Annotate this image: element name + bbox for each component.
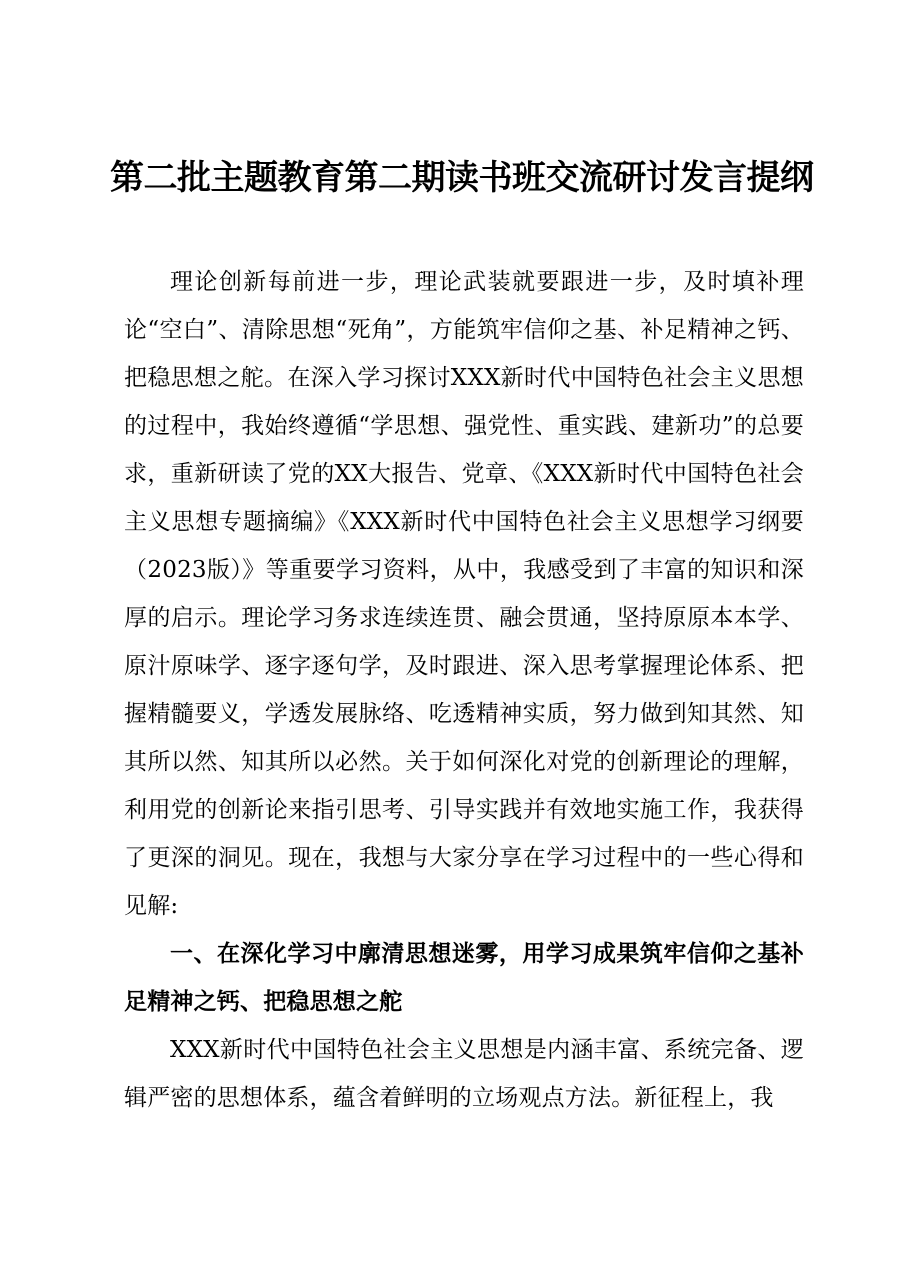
document-body [124, 258, 804, 1122]
document-title: 第二批主题教育第二期读书班交流研讨发言提纲 [110, 158, 814, 198]
section-heading-1: 一、在深化学习中廓清思想迷雾，用学习成果筑牢信仰之基补足精神之钙、把稳思想之舵 [124, 941, 804, 1015]
paragraph-section-1: XXX新时代中国特色社会主义思想是内涵丰富、系统完备、逻辑严密的思想体系，蕴含着鲜明的立场观点方法。新征程上，我 [124, 1037, 804, 1111]
paragraph-intro: 理论创新每前进一步，理论武装就要跟进一步，及时填补理论“空白”、清除思想“死角”，方能筑牢信仰之基、补足精神之钙、把稳思想之舵。在深入学习探讨XXX新时代中国特色社会主义思想的过程中，我始终遵循“学思想、强党性、重实践、建新功”的总要求，重新研读了党的XX大报告、党章、《XXX新时代中国特色社会主义思想专题摘编》《XXX新时代中国特色社会主义思想学习纲要（2023版）》等重要学习资料，从中，我感受到了丰富的知识和深厚的启示。理论学习务求连续连贯、融会贯通，坚持原原本本学、原汁原味学、逐字逐句学，及时跟进、深入思考掌握理论体系、把握精髓要义，学透发展脉络、吃透精神实质，努力做到知其然、知其所以然、知其所以必然。关于如何深化对党的创新理论的理解，利用党的创新论来指引思考、引导实践并有效地实施工作，我获得了更深的洞见。现在，我想与大家分享在学习过程中的一些心得和见解: [124, 269, 804, 919]
